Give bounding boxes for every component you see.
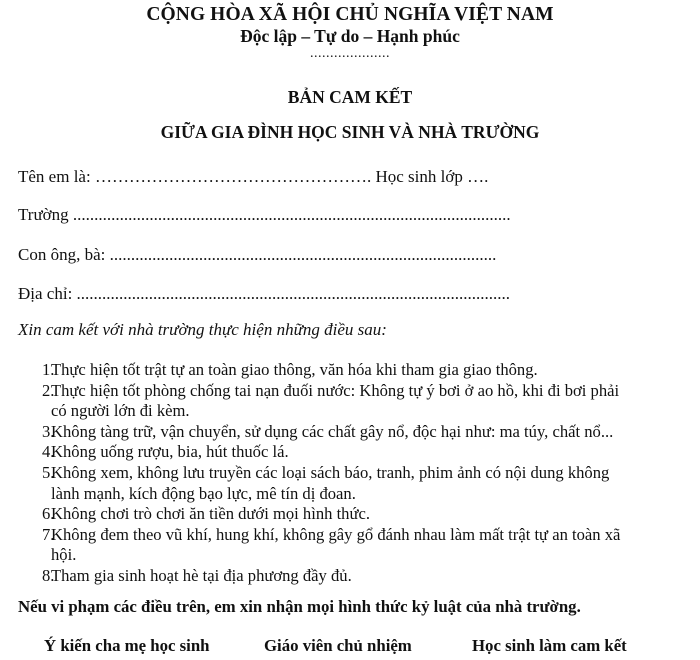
rule-item — [0, 442, 651, 463]
rule-text: Không chơi trò chơi ăn tiền dưới mọi hình thức. — [51, 504, 370, 524]
field-address — [18, 284, 510, 304]
rule-item — [0, 422, 651, 443]
discipline-warning: Nếu vi phạm các điều trên, em xin nhận mọi hình thức kỷ luật của nhà trường. — [18, 597, 581, 616]
rule-item — [0, 525, 651, 566]
nation-heading: CỘNG HÒA XÃ HỘI CHỦ NGHĨA VIỆT NAM — [146, 4, 554, 25]
rule-number: 8. — [42, 565, 55, 585]
signature-parent-label: Ý kiến cha mẹ học sinh — [44, 636, 210, 655]
rule-number: 5. — [42, 462, 55, 482]
field-student-name-label: Tên em là: — [18, 167, 95, 186]
signature-teacher-label: Giáo viên chủ nhiệm — [264, 636, 412, 655]
rule-text: Không tàng trữ, vận chuyển, sử dụng các chất gây nổ, độc hại như: ma túy, chất nổ... — [51, 421, 614, 441]
field-parent — [18, 245, 496, 265]
motto-heading: Độc lập – Tự do – Hạnh phúc — [240, 26, 460, 46]
document-subtitle: GIỮA GIA ĐÌNH HỌC SINH VÀ NHÀ TRƯỜNG — [160, 122, 540, 142]
rule-item — [0, 566, 651, 587]
rule-text: Không xem, không lưu truyền các loại sách báo, tranh, phim ảnh có nội dung không — [51, 462, 610, 482]
rule-number: 2. — [42, 380, 55, 400]
rule-text: Thực hiện tốt phòng chống tai nạn đuối nước: Không tự ý bơi ở ao hồ, khi đi bơi phải — [51, 380, 620, 400]
field-address-blank[interactable]: ...................................................................................................... — [76, 284, 511, 303]
rule-number: 7. — [42, 524, 55, 544]
commitment-intro: Xin cam kết với nhà trường thực hiện những điều sau: — [18, 320, 387, 339]
field-address-label: Địa chỉ: — [18, 284, 77, 303]
rule-number: 4. — [42, 442, 55, 462]
rule-text: Không đem theo vũ khí, hung khí, không gây gổ đánh nhau làm mất trật tự an toàn xã — [51, 524, 621, 544]
rule-item — [0, 381, 651, 422]
rule-text: Thực hiện tốt trật tự an toàn giao thông, văn hóa khi tham gia giao thông. — [51, 360, 538, 379]
rule-text: Tham gia sinh hoạt hè tại địa phương đầy đủ. — [51, 565, 352, 585]
document-title: BẢN CAM KẾT — [287, 87, 413, 107]
rule-text-continued: hội. — [51, 545, 77, 565]
field-school — [18, 205, 511, 225]
rule-text: Không uống rượu, bia, hút thuốc lá. — [51, 442, 289, 462]
field-parent-blank[interactable]: ........................................................................................... — [109, 245, 497, 264]
rule-number: 6. — [42, 504, 55, 524]
rule-item — [0, 360, 651, 381]
field-school-blank[interactable]: ....................................................................................................... — [72, 205, 511, 224]
rule-item — [0, 504, 651, 525]
header-separator: .................... — [310, 46, 390, 61]
rule-number: 3. — [42, 421, 55, 441]
field-parent-label: Con ông, bà: — [18, 245, 110, 264]
rule-text-continued: lành mạnh, kích động bạo lực, mê tín dị đoan. — [51, 483, 356, 503]
field-student-name — [18, 167, 488, 187]
commitment-rules-list — [0, 360, 700, 587]
field-school-label: Trường — [18, 205, 73, 224]
rule-text-continued: có người lớn đi kèm. — [51, 401, 190, 421]
field-class-blank[interactable]: …. — [467, 167, 489, 186]
rule-item — [0, 463, 651, 504]
field-student-name-blank[interactable]: …………………………………………. — [94, 167, 376, 186]
rule-number: 1. — [42, 360, 55, 379]
signature-student-label: Học sinh làm cam kết — [472, 636, 627, 655]
field-class-label: Học sinh lớp — [375, 167, 468, 186]
